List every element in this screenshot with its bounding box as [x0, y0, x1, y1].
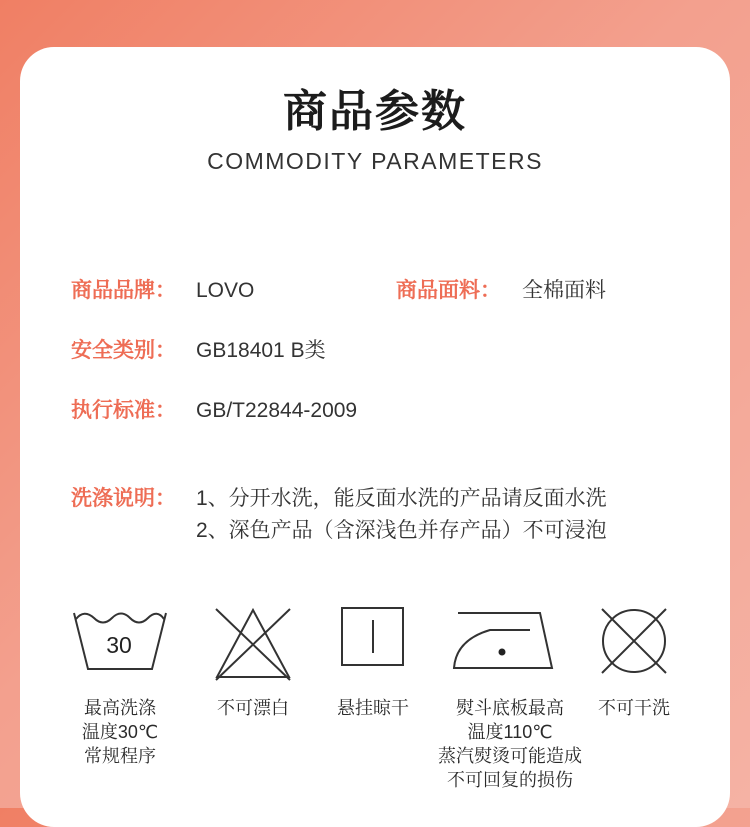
care-caption-line: 最高洗涤: [84, 698, 156, 718]
care-caption-wash: [60, 696, 180, 768]
care-caption-line: 悬挂晾干: [337, 698, 409, 718]
care-caption-dry-clean: [582, 696, 686, 720]
fabric-value: 全棉面料: [522, 279, 606, 302]
care-caption-line: 不可回复的损伤: [447, 770, 573, 790]
safety-label: 安全类别：: [71, 339, 176, 362]
iron-medium-icon: [452, 610, 558, 672]
care-caption-iron: [430, 696, 590, 792]
wash-instruction-1: 1、分开水洗，能反面水洗的产品请反面水洗: [196, 487, 607, 510]
page-title: 商品参数: [283, 87, 467, 136]
standard-value: GB/T22844-2009: [196, 399, 358, 422]
wash-label: 洗涤说明：: [71, 487, 176, 510]
brand-label: 商品品牌：: [71, 279, 176, 302]
care-caption-line: 不可漂白: [217, 698, 289, 718]
care-caption-line: 熨斗底板最高: [456, 698, 564, 718]
fabric-label: 商品面料：: [396, 279, 501, 302]
care-caption-line: 常规程序: [84, 746, 156, 766]
line-dry-icon: [340, 606, 406, 668]
care-caption-dry: [318, 696, 428, 720]
care-caption-bleach: [198, 696, 308, 720]
page-subtitle: COMMODITY PARAMETERS: [207, 148, 543, 174]
wash-basin-30-icon: [70, 605, 170, 675]
standard-label: 执行标准：: [71, 399, 176, 422]
care-caption-line: 温度30℃: [81, 722, 159, 742]
care-caption-line: 不可干洗: [598, 698, 670, 718]
brand-value: LOVO: [196, 279, 255, 302]
safety-value: GB18401 B类: [196, 339, 326, 362]
no-bleach-icon: [212, 606, 294, 682]
wash-temperature-number: 30: [106, 632, 132, 658]
care-caption-line: 蒸汽熨烫可能造成: [438, 746, 582, 766]
wash-instruction-2: 2、深色产品（含深浅色并存产品）不可浸泡: [196, 519, 607, 542]
no-dry-clean-icon: [596, 603, 672, 679]
care-caption-line: 温度110℃: [467, 722, 553, 742]
